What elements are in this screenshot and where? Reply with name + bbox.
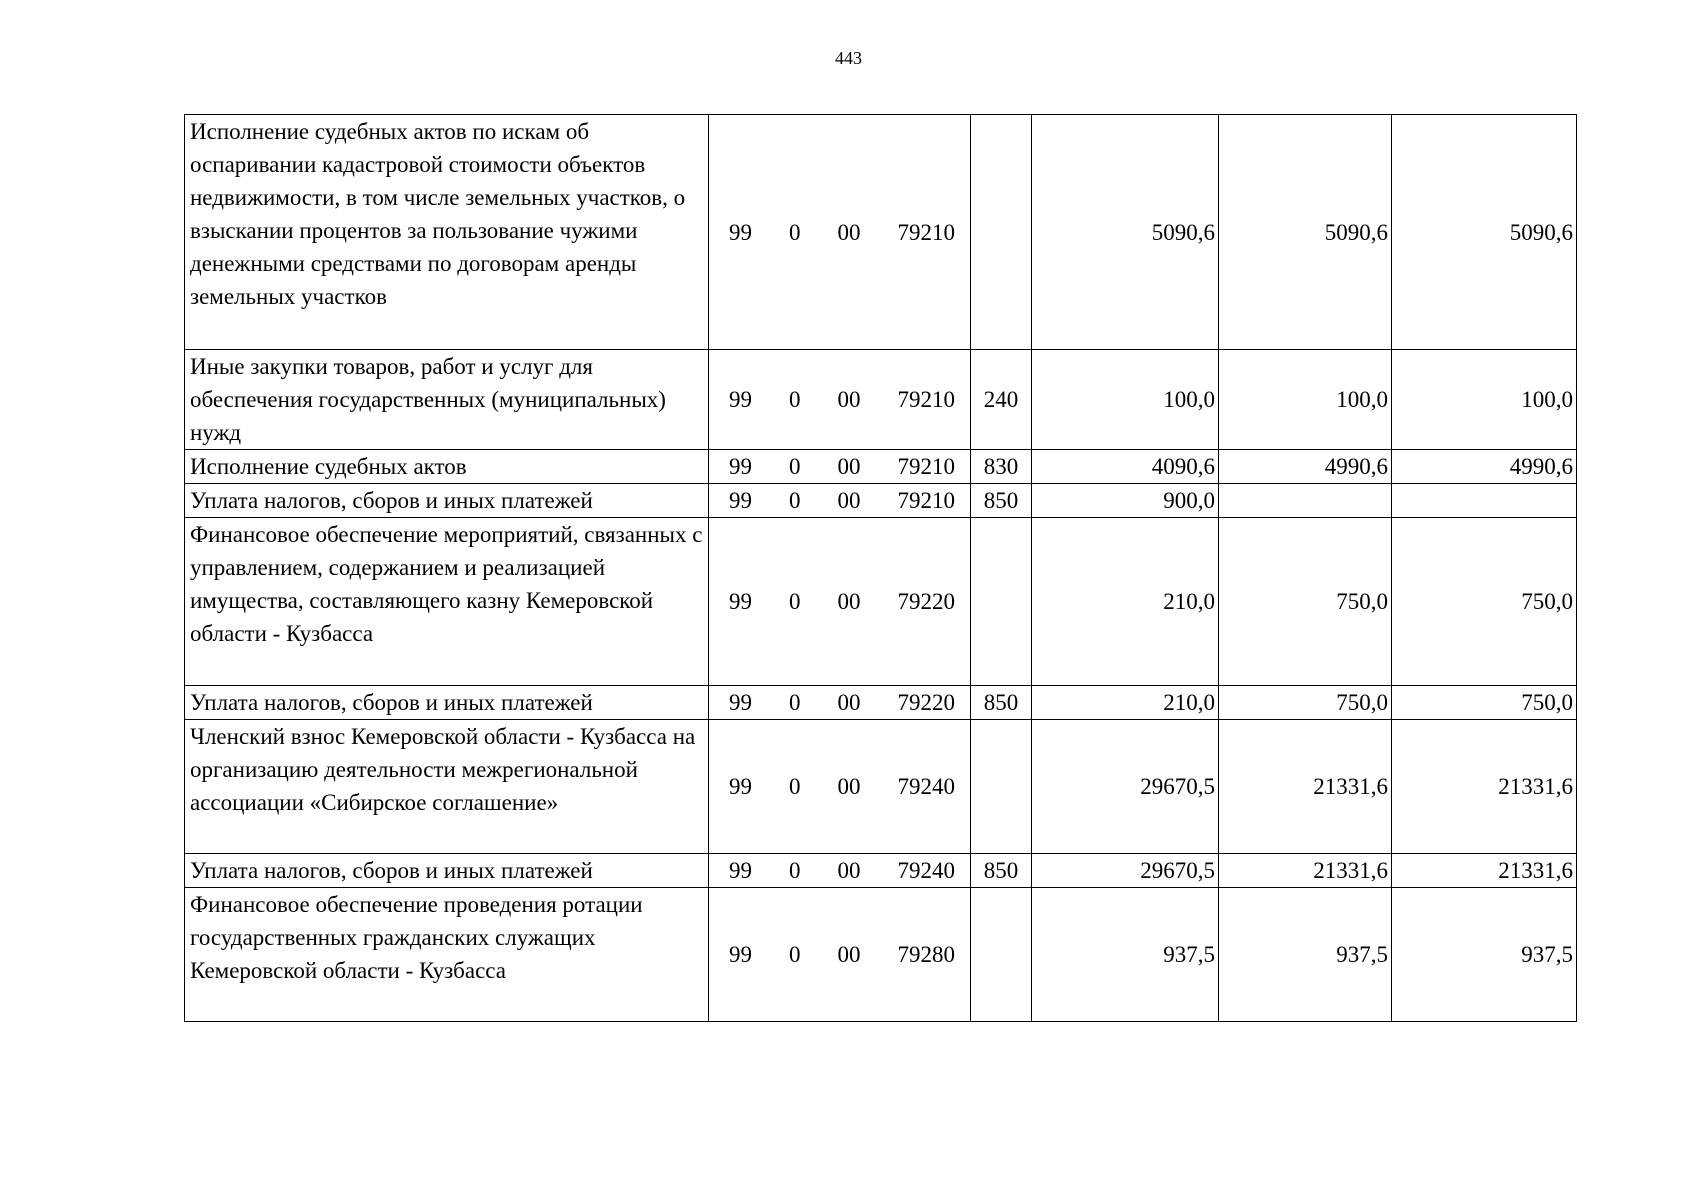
amount-year3-cell [1392,854,1577,888]
expense-name-cell [185,350,709,450]
subprogram-code: 0 [789,690,801,715]
amount-year3: 750,0 [1521,589,1573,614]
expense-name-cell [185,518,709,686]
expense-type-cell [971,854,1032,888]
expense-type-code: 850 [983,690,1019,715]
amount-year2-cell [1219,518,1392,686]
amount-year2-cell [1219,450,1392,484]
classification-code-cell [709,115,971,350]
table-row [185,518,1577,686]
amount-year1-cell [1032,350,1219,450]
activity-code: 00 [837,219,861,245]
classification-code-cell [709,484,971,518]
classification-code [712,585,967,618]
expense-type-cell [971,686,1032,720]
activity-code: 00 [837,454,861,479]
classification-code [712,770,967,803]
table-row [185,450,1577,484]
table-row [185,720,1577,854]
activity-code: 00 [837,942,861,967]
subprogram-code: 0 [789,219,801,245]
direction-code: 79210 [897,488,955,513]
classification-code-cell [709,686,971,720]
amount-year3: 21331,6 [1498,858,1573,883]
classification-code-cell [709,518,971,686]
classification-code-cell [709,888,971,1022]
table-row [185,686,1577,720]
classification-code [712,216,967,249]
direction-code: 79210 [897,219,955,245]
expense-type-code: 850 [983,488,1019,513]
amount-year2: 21331,6 [1313,774,1388,799]
activity-code: 00 [837,589,861,614]
amount-year3: 100,0 [1521,387,1573,412]
subprogram-code: 0 [789,488,801,513]
amount-year2: 750,0 [1336,589,1388,614]
activity-code: 00 [837,488,861,513]
amount-year1-cell [1032,518,1219,686]
program-code: 99 [729,387,752,412]
expense-name: Финансовое обеспечение мероприятий, связанных с управлением, содержанием и реализацией имущества, составляющего казну Кемеровской области - Кузбасса [190,522,703,646]
amount-year1-cell [1032,720,1219,854]
expense-name: Исполнение судебных актов по искам об оспаривании кадастровой стоимости объектов недвижимости, в том числе земельных участков, о взыскании процентов за пользование чужими денежными средствами по договорам аренды земельных участков [190,119,686,309]
expense-name-cell [185,450,709,484]
classification-code [712,450,967,483]
amount-year2-cell [1219,720,1392,854]
classification-code [712,686,967,719]
amount-year1-cell [1032,115,1219,350]
amount-year3: 4990,6 [1509,454,1573,479]
amount-year3-cell [1392,888,1577,1022]
amount-year2-cell [1219,854,1392,888]
amount-year3: 21331,6 [1498,774,1573,799]
page-number: 443 [835,48,862,68]
classification-code-cell [709,450,971,484]
amount-year1: 900,0 [1163,488,1215,513]
amount-year3: 5090,6 [1509,219,1573,245]
amount-year2-cell [1219,115,1392,350]
amount-year2: 4990,6 [1324,454,1388,479]
amount-year1-cell [1032,854,1219,888]
expense-name: Исполнение судебных актов [190,454,467,479]
classification-code [712,383,967,416]
table-row [185,888,1577,1022]
expense-name: Уплата налогов, сборов и иных платежей [190,690,593,715]
subprogram-code: 0 [789,454,801,479]
amount-year1: 210,0 [1163,589,1215,614]
direction-code: 79210 [897,454,955,479]
activity-code: 00 [837,387,861,412]
amount-year1: 100,0 [1163,387,1215,412]
budget-table [184,114,1577,1022]
program-code: 99 [729,219,752,245]
expense-type-cell [971,115,1032,350]
amount-year2-cell [1219,350,1392,450]
direction-code: 79240 [897,858,955,883]
amount-year2-cell [1219,484,1392,518]
expense-name-cell [185,888,709,1022]
amount-year2: 750,0 [1336,690,1388,715]
amount-year1-cell [1032,686,1219,720]
amount-year1: 5090,6 [1151,219,1215,245]
amount-year1-cell [1032,450,1219,484]
amount-year1: 937,5 [1163,942,1215,967]
subprogram-code: 0 [789,774,801,799]
amount-year1-cell [1032,888,1219,1022]
expense-name-cell [185,115,709,350]
expense-name: Уплата налогов, сборов и иных платежей [190,488,593,513]
classification-code [712,854,967,887]
amount-year3-cell [1392,686,1577,720]
amount-year2: 100,0 [1336,387,1388,412]
expense-type-cell [971,518,1032,686]
classification-code-cell [709,720,971,854]
amount-year3-cell [1392,115,1577,350]
classification-code [712,484,967,517]
amount-year1: 29670,5 [1140,858,1215,883]
activity-code: 00 [837,690,861,715]
expense-name-cell [185,854,709,888]
subprogram-code: 0 [789,858,801,883]
expense-name: Иные закупки товаров, работ и услуг для обеспечения государственных (муниципальных) нужд [190,354,666,445]
expense-name: Финансовое обеспечение проведения ротации государственных гражданских служащих Кемеровской области - Кузбасса [190,892,643,983]
expense-name: Членский взнос Кемеровской области - Кузбасса на организацию деятельности межрегиональной ассоциации «Сибирское соглашение» [190,724,696,815]
amount-year1: 29670,5 [1140,774,1215,799]
subprogram-code: 0 [789,942,801,967]
expense-type-cell [971,720,1032,854]
expense-type-cell [971,888,1032,1022]
table-row [185,484,1577,518]
program-code: 99 [729,589,752,614]
classification-code-cell [709,854,971,888]
direction-code: 79220 [897,690,955,715]
program-code: 99 [729,774,752,799]
program-code: 99 [729,488,752,513]
table-row [185,115,1577,350]
direction-code: 79280 [897,942,955,967]
amount-year3: 750,0 [1521,690,1573,715]
table-row [185,854,1577,888]
amount-year2-cell [1219,686,1392,720]
expense-name-cell [185,686,709,720]
amount-year2: 937,5 [1336,942,1388,967]
expense-name-cell [185,484,709,518]
amount-year3-cell [1392,350,1577,450]
amount-year2: 21331,6 [1313,858,1388,883]
amount-year3-cell [1392,518,1577,686]
classification-code-cell [709,350,971,450]
expense-name: Уплата налогов, сборов и иных платежей [190,858,593,883]
program-code: 99 [729,454,752,479]
expense-type-code: 830 [983,454,1019,479]
amount-year1: 4090,6 [1151,454,1215,479]
classification-code [712,938,967,971]
direction-code: 79240 [897,774,955,799]
program-code: 99 [729,858,752,883]
subprogram-code: 0 [789,387,801,412]
expense-type-cell [971,350,1032,450]
activity-code: 00 [837,858,861,883]
expense-name-cell [185,720,709,854]
subprogram-code: 0 [789,589,801,614]
amount-year1-cell [1032,484,1219,518]
expense-type-cell [971,450,1032,484]
amount-year1: 210,0 [1163,690,1215,715]
amount-year3-cell [1392,720,1577,854]
activity-code: 00 [837,774,861,799]
expense-type-code: 240 [983,387,1019,412]
amount-year3-cell [1392,450,1577,484]
program-code: 99 [729,690,752,715]
amount-year2-cell [1219,888,1392,1022]
amount-year3: 937,5 [1521,942,1573,967]
direction-code: 79220 [897,589,955,614]
direction-code: 79210 [897,387,955,412]
program-code: 99 [729,942,752,967]
amount-year3-cell [1392,484,1577,518]
expense-type-code: 850 [983,858,1019,883]
amount-year2: 5090,6 [1324,219,1388,245]
expense-type-cell [971,484,1032,518]
table-row [185,350,1577,450]
